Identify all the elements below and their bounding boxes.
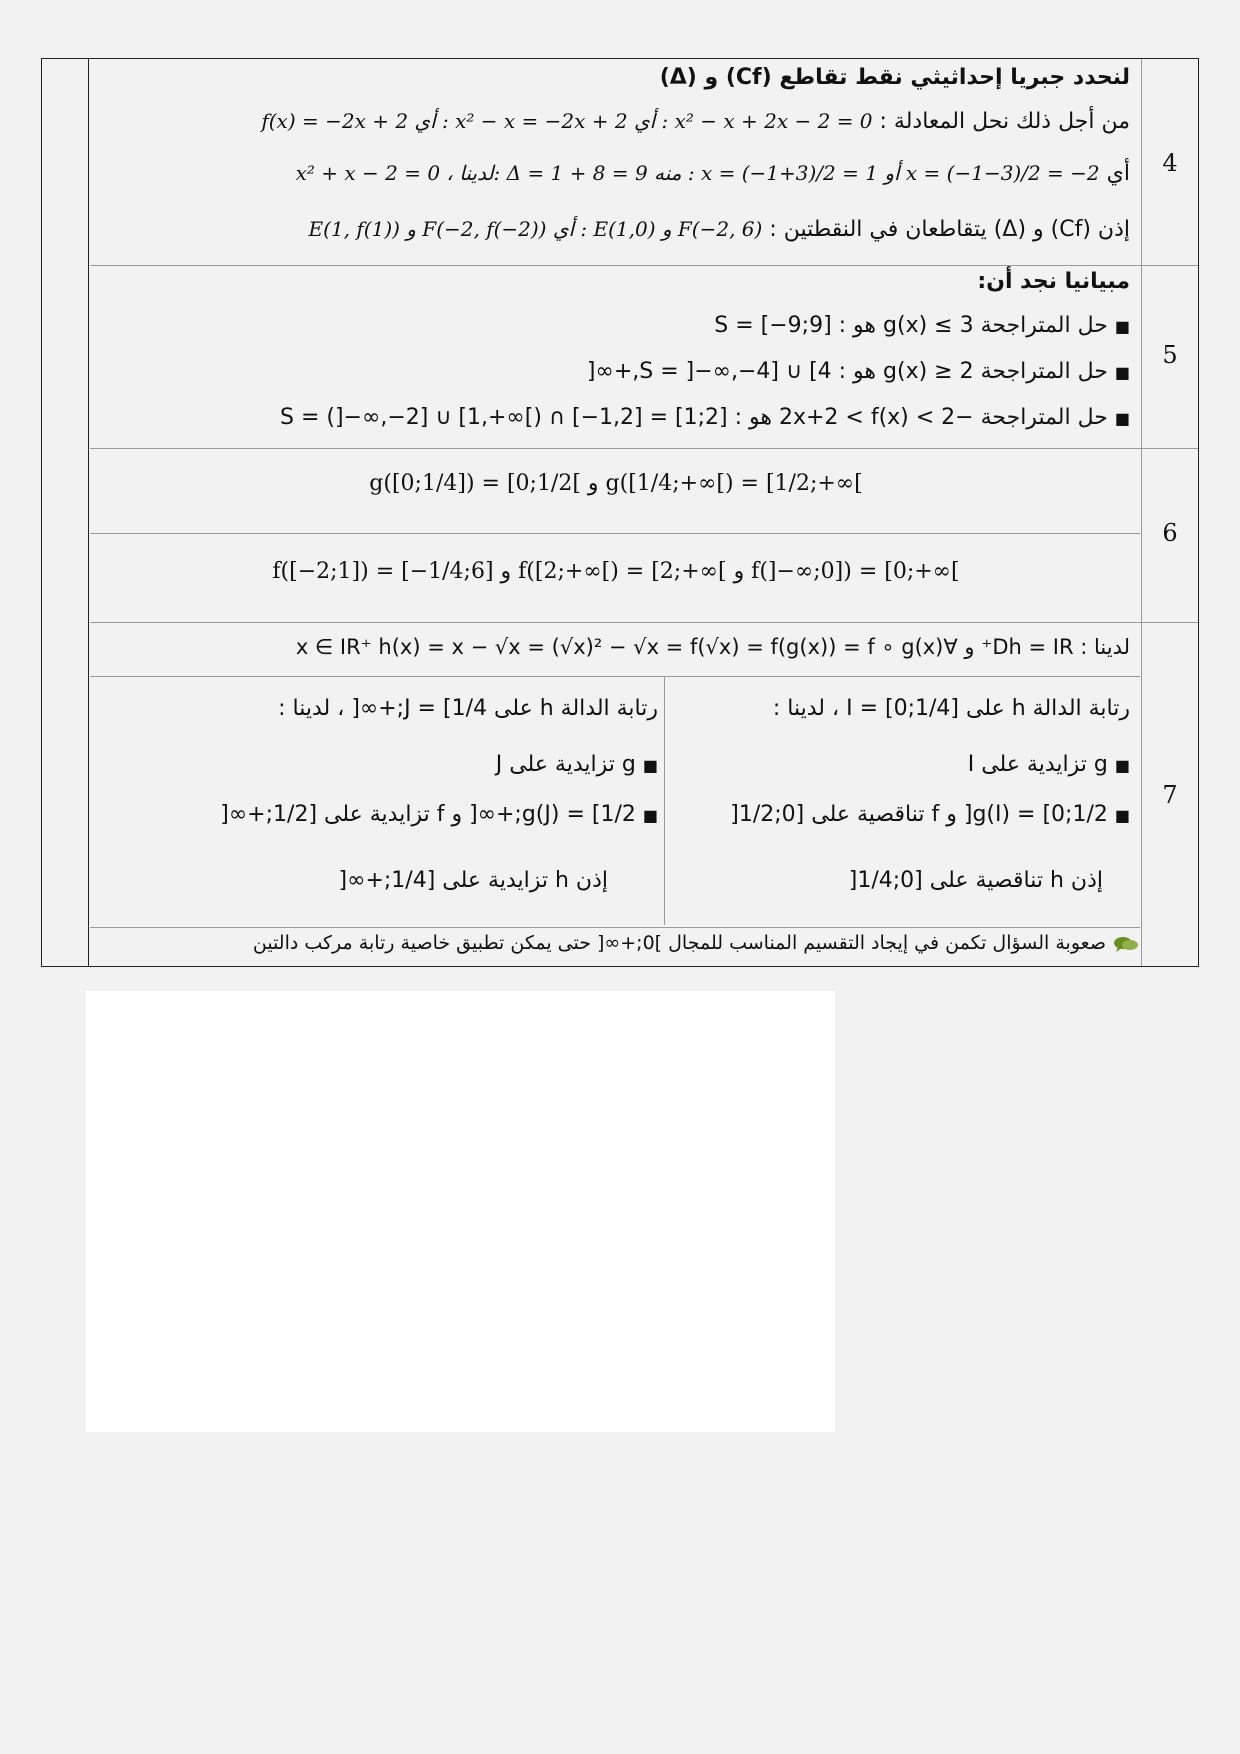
hint-text: صعوبة السؤال تكمن في إيجاد التقسيم المناسب للمجال ]0;+∞[ حتى يمكن تطبيق خاصية رتابة مركب دالتين	[252, 932, 1106, 954]
bullet-icon: ■	[1114, 363, 1130, 382]
r4-line2-math: f(x) = −2x + 2 أي : x² − x = −2x + 2 أي : x² − x + 2x − 2 = 0	[261, 109, 873, 133]
question-number: 6	[1162, 519, 1178, 547]
r7-right-bullet1-text: g تزايدية على I	[967, 752, 1108, 777]
r5-bullet1-text: حل المتراجحة g(x) ≤ 3 هو : S = [−9;9]	[714, 313, 1108, 338]
r4-line1: لنحدد جبريا إحداثيثي نقط تقاطع (Cf) و (Δ)	[659, 65, 1130, 90]
r6-line1: g([0;1/4]) = [0;1/2[ و g([1/4;+∞[) = [1/2;+∞[	[369, 471, 863, 496]
r5-bullet2-text: حل المتراجحة g(x) ≥ 2 هو : S = ]−∞,−4] ∪ [4,+∞[	[586, 359, 1108, 384]
bullet-icon: ■	[642, 806, 658, 825]
r4-line4-text: إذن (Cf) و (Δ) يتقاطعان في النقطتين :	[769, 217, 1130, 242]
r4-line4-math: E(1, f(1)) و F(−2, f(−2)) أي : E(1,0) و F(−2, 6)	[308, 217, 763, 241]
r7-left-bullet2	[220, 802, 658, 827]
left-margin-divider	[88, 59, 89, 966]
row-divider	[90, 265, 1198, 266]
bullet-icon: ■	[1114, 409, 1130, 428]
question-number: 4	[1162, 149, 1178, 177]
r7-top: لدينا : Dh = IR⁺ و ∀x ∈ IR⁺ h(x) = x − √x = (√x)² − √x = f(√x) = f(g(x)) = f ∘ g(x)	[295, 635, 1130, 659]
row-divider	[90, 927, 1140, 928]
r6-line2: f([−2;1]) = [−1/4;6] و f([2;+∞[) = [2;+∞[ و f(]−∞;0]) = [0;+∞[	[272, 559, 960, 584]
r4-line3	[296, 161, 1130, 186]
r5-bullet2	[587, 359, 1130, 384]
r7-left-title: رتابة الدالة h على J = [1/4;+∞[ ، لدينا :	[278, 696, 658, 721]
r5-bullet1	[714, 313, 1130, 338]
speech-bubbles-icon	[1112, 935, 1140, 953]
hint-line	[253, 932, 1140, 954]
r7-right-conclusion: إذن h تناقصية على [0;1/4[	[848, 868, 1103, 893]
r4-line3-text: أي	[1106, 161, 1130, 186]
question-number: 7	[1162, 781, 1178, 809]
row-divider	[90, 533, 1140, 534]
bullet-icon: ■	[1114, 806, 1130, 825]
r7-right-bullet2-text: g(I) = [0;1/2[ و f تناقصية على [0;1/2[	[730, 802, 1108, 827]
row-divider	[90, 676, 1140, 677]
row-divider	[90, 622, 1198, 623]
bullet-icon: ■	[1114, 756, 1130, 775]
r7-right-title: رتابة الدالة h على I = [0;1/4] ، لدينا :	[772, 696, 1130, 721]
r7-left-conclusion: إذن h تزايدية على [1/4;+∞[	[338, 868, 608, 893]
r4-line2-text: من أجل ذلك نحل المعادلة :	[879, 109, 1130, 134]
r5-intro: مبيانيا نجد أن:	[977, 269, 1130, 294]
r4-line2	[261, 109, 1130, 134]
number-column-divider	[1141, 59, 1142, 966]
r4-line3-math: x² + x − 2 = 0 ، لدينا: Δ = 1 + 8 = 9 منه : x = (−1+3)/2 = 1 أو x = (−1−3)/2 = −2	[295, 161, 1100, 185]
r7-left-bullet1-text: g تزايدية على J	[495, 752, 636, 777]
r7-right-bullet1	[968, 752, 1130, 777]
r7-left-bullet1	[496, 752, 658, 777]
bullet-icon: ■	[1114, 317, 1130, 336]
column-divider	[664, 676, 665, 925]
r5-bullet3	[280, 405, 1130, 430]
r5-bullet3-text: حل المتراجحة −2x+2 < f(x) < 2 هو : S = (]−∞,−2] ∪ [1,+∞[) ∩ [−1,2] = [1;2]	[280, 405, 1108, 430]
r7-left-bullet2-text: g(J) = [1/2;+∞[ و f تزايدية على [1/2;+∞[	[220, 802, 636, 827]
r4-line4	[309, 217, 1130, 242]
bullet-icon: ■	[642, 756, 658, 775]
r7-right-bullet2	[730, 802, 1130, 827]
row-divider	[90, 448, 1198, 449]
blank-area	[86, 991, 835, 1432]
correction-table	[41, 58, 1199, 967]
question-number: 5	[1162, 341, 1178, 369]
